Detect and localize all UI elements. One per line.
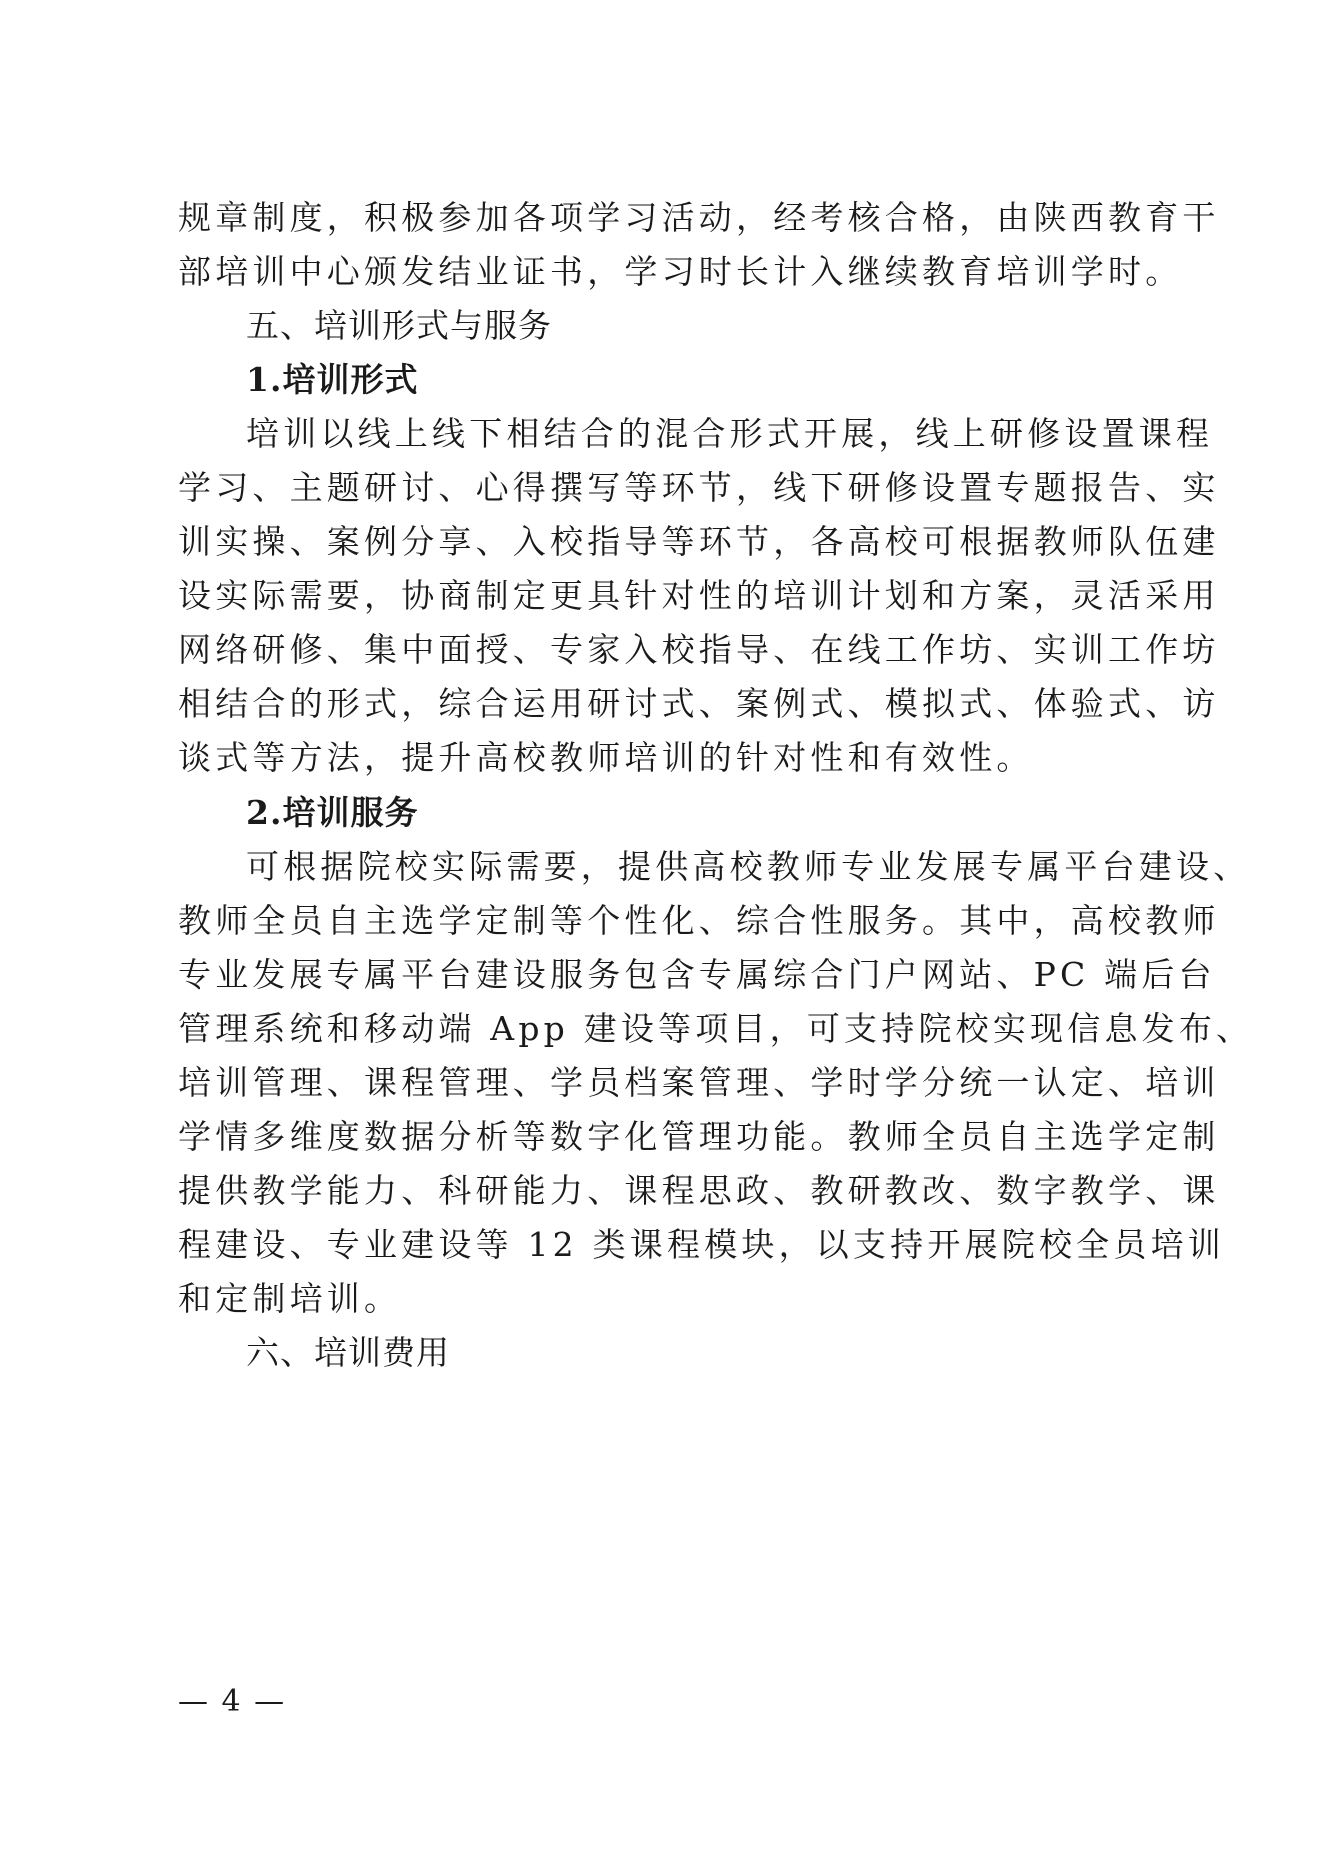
- body-text-line: 规章制度，积极参加各项学习活动，经考核合格，由陕西教育干: [178, 198, 1220, 237]
- subsection-heading: 1.培训形式: [246, 360, 419, 399]
- body-text-line: 谈式等方法，提升高校教师培训的针对性和有效性。: [178, 738, 1034, 777]
- body-text-line: 专业发展专属平台建设服务包含专属综合门户网站、PC 端后台: [178, 955, 1216, 994]
- body-text-line: 训实操、案例分享、入校指导等环节，各高校可根据教师队伍建: [178, 522, 1220, 561]
- subsection-heading: 2.培训服务: [246, 793, 419, 832]
- body-text-line: 学情多维度数据分析等数字化管理功能。教师全员自主选学定制: [178, 1117, 1220, 1156]
- section-heading: 五、培训形式与服务: [246, 306, 552, 345]
- body-text-line: 相结合的形式，综合运用研讨式、案例式、模拟式、体验式、访: [178, 684, 1220, 723]
- body-text-line: 教师全员自主选学定制等个性化、综合性服务。其中，高校教师: [178, 901, 1220, 940]
- body-text-line: 可根据院校实际需要，提供高校教师专业发展专属平台建设、: [246, 847, 1251, 886]
- body-text-line: 网络研修、集中面授、专家入校指导、在线工作坊、实训工作坊: [178, 630, 1220, 669]
- page-number: — 4 —: [178, 1684, 287, 1719]
- body-text-line: 管理系统和移动端 App 建设等项目，可支持院校实现信息发布、: [178, 1009, 1254, 1048]
- body-text-line: 程建设、专业建设等 12 类课程模块，以支持开展院校全员培训: [178, 1225, 1225, 1264]
- body-text-line: 和定制培训。: [178, 1279, 402, 1318]
- body-text-line: 提供教学能力、科研能力、课程思政、教研教改、数字教学、课: [178, 1171, 1220, 1210]
- body-text-line: 学习、主题研讨、心得撰写等环节，线下研修设置专题报告、实: [178, 468, 1220, 507]
- section-heading: 六、培训费用: [246, 1333, 450, 1372]
- body-text-line: 设实际需要，协商制定更具针对性的培训计划和方案，灵活采用: [178, 576, 1220, 615]
- body-text-line: 培训管理、课程管理、学员档案管理、学时学分统一认定、培训: [178, 1063, 1220, 1102]
- body-text-line: 部培训中心颁发结业证书，学习时长计入继续教育培训学时。: [178, 252, 1183, 291]
- body-text-line: 培训以线上线下相结合的混合形式开展，线上研修设置课程: [246, 414, 1214, 453]
